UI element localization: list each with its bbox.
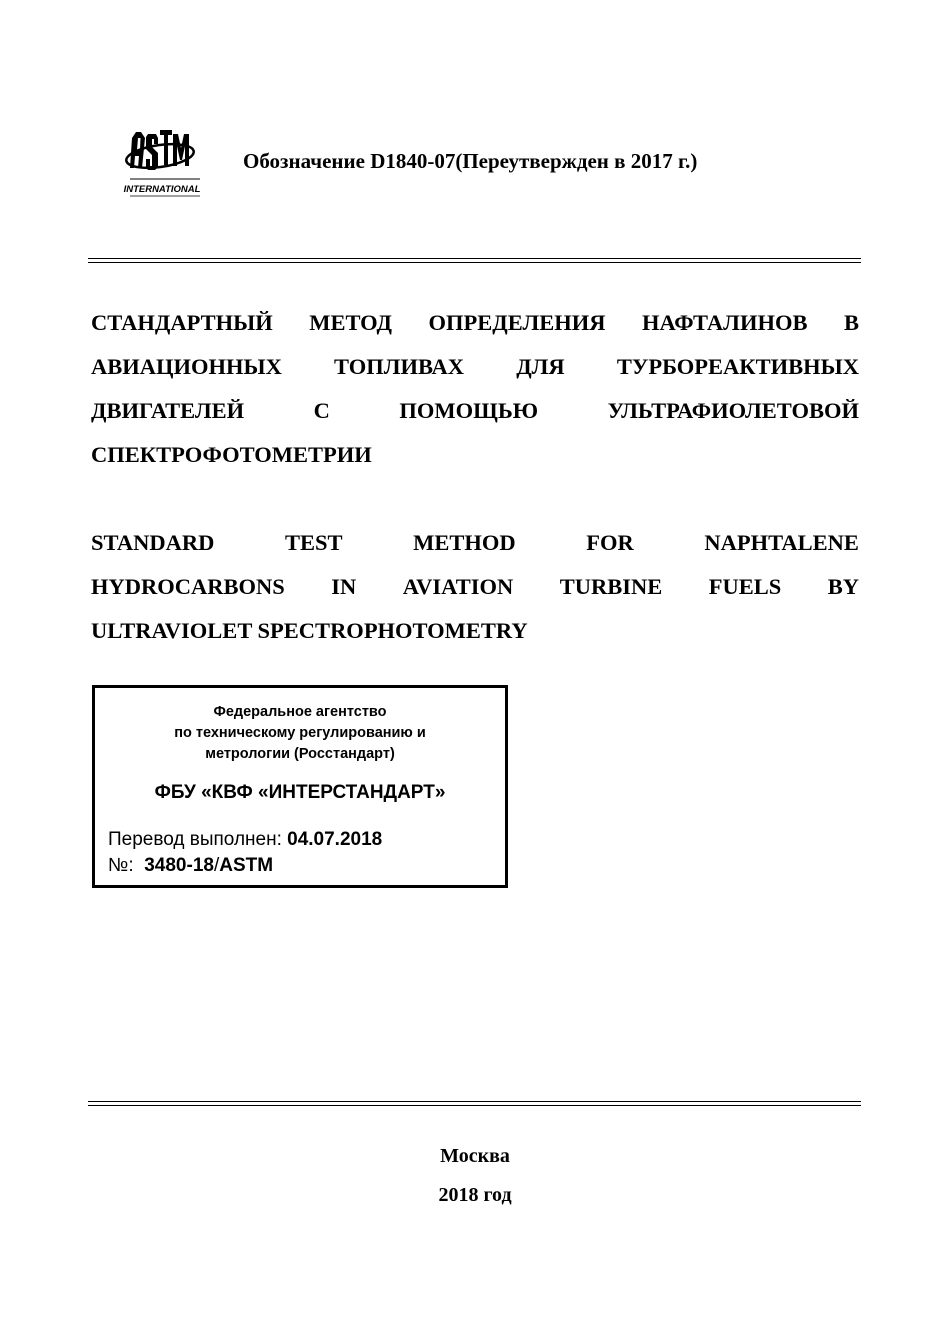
astm-logo [122, 124, 208, 200]
title-ru-line [91, 301, 859, 345]
footer-divider-top [88, 1101, 861, 1102]
number-label: №: [108, 855, 134, 876]
stamp-agency-line: по техническому регулированию и [174, 725, 426, 741]
title-ru-line [91, 433, 859, 477]
title-en-word: NAPHTALENE [704, 530, 859, 555]
logo-caption: INTERNATIONAL [123, 184, 201, 195]
title-ru-word: ТОПЛИВАХ [333, 354, 465, 379]
title-en-line [91, 521, 859, 565]
title-en-word: TURBINE [559, 574, 663, 599]
translated-date: 04.07.2018 [287, 829, 383, 850]
title-ru-word: УЛЬТРАФИОЛЕТОВОЙ [607, 398, 859, 423]
title-ru-line [91, 389, 859, 433]
number-value: 3480-18 [144, 855, 214, 876]
title-en-word: BY [827, 574, 859, 599]
title-ru-word: ОПРЕДЕЛЕНИЯ [428, 310, 606, 335]
title-ru-word: С [313, 398, 330, 423]
title-ru-line [91, 345, 859, 389]
title-ru-word: СПЕКТРОФОТОМЕТРИИ [91, 442, 372, 467]
title-russian [91, 301, 859, 477]
document-designation: Обозначение D1840-07(Переутвержден в 2017 г.) [243, 149, 698, 173]
title-en-word: HYDROCARBONS [91, 574, 285, 599]
stamp-translation-date-row [108, 829, 382, 851]
title-ru-word: НАФТАЛИНОВ [641, 310, 808, 335]
title-en-word: STANDARD [91, 530, 215, 555]
title-en-word: FOR [586, 530, 634, 555]
title-ru-word: АВИАЦИОННЫХ [91, 354, 282, 379]
title-en-word: METHOD [413, 530, 516, 555]
title-ru-word: В [843, 310, 859, 335]
title-en-line [91, 565, 859, 609]
title-ru-word: ТУРБОРЕАКТИВНЫХ [616, 354, 859, 379]
stamp-agency-line: Федеральное агентство [213, 704, 387, 720]
publication-city: Москва [440, 1145, 510, 1167]
title-ru-word: СТАНДАРТНЫЙ [91, 310, 273, 335]
title-ru-word: ДВИГАТЕЛЕЙ [91, 398, 245, 423]
title-en-word: IN [331, 574, 357, 599]
title-en-word: TEST [284, 530, 343, 555]
stamp-number-row [108, 855, 273, 877]
title-ru-word: МЕТОД [309, 310, 393, 335]
header-divider-top [88, 258, 861, 259]
title-en-word: ULTRAVIOLET SPECTROPHOTOMETRY [91, 618, 528, 643]
astm-emblem [122, 124, 208, 200]
title-ru-word: ДЛЯ [516, 354, 565, 379]
number-slash: / [213, 855, 220, 876]
header-divider-bottom [88, 262, 861, 263]
stamp-organization: ФБУ «КВФ «ИНТЕРСТАНДАРТ» [154, 782, 446, 803]
stamp-agency-line: метрологии (Росстандарт) [205, 746, 395, 762]
title-en-line [91, 609, 859, 653]
title-en-word: FUELS [708, 574, 782, 599]
stamp-agency [95, 702, 505, 765]
number-suffix: ASTM [219, 855, 274, 876]
translation-stamp [92, 685, 508, 888]
title-english [91, 521, 859, 653]
title-en-word: AVIATION [402, 574, 514, 599]
title-ru-word: ПОМОЩЬЮ [399, 398, 539, 423]
publication-year: 2018 год [438, 1184, 512, 1206]
translated-label: Перевод выполнен: [108, 829, 282, 850]
footer-divider-bottom [88, 1105, 861, 1106]
